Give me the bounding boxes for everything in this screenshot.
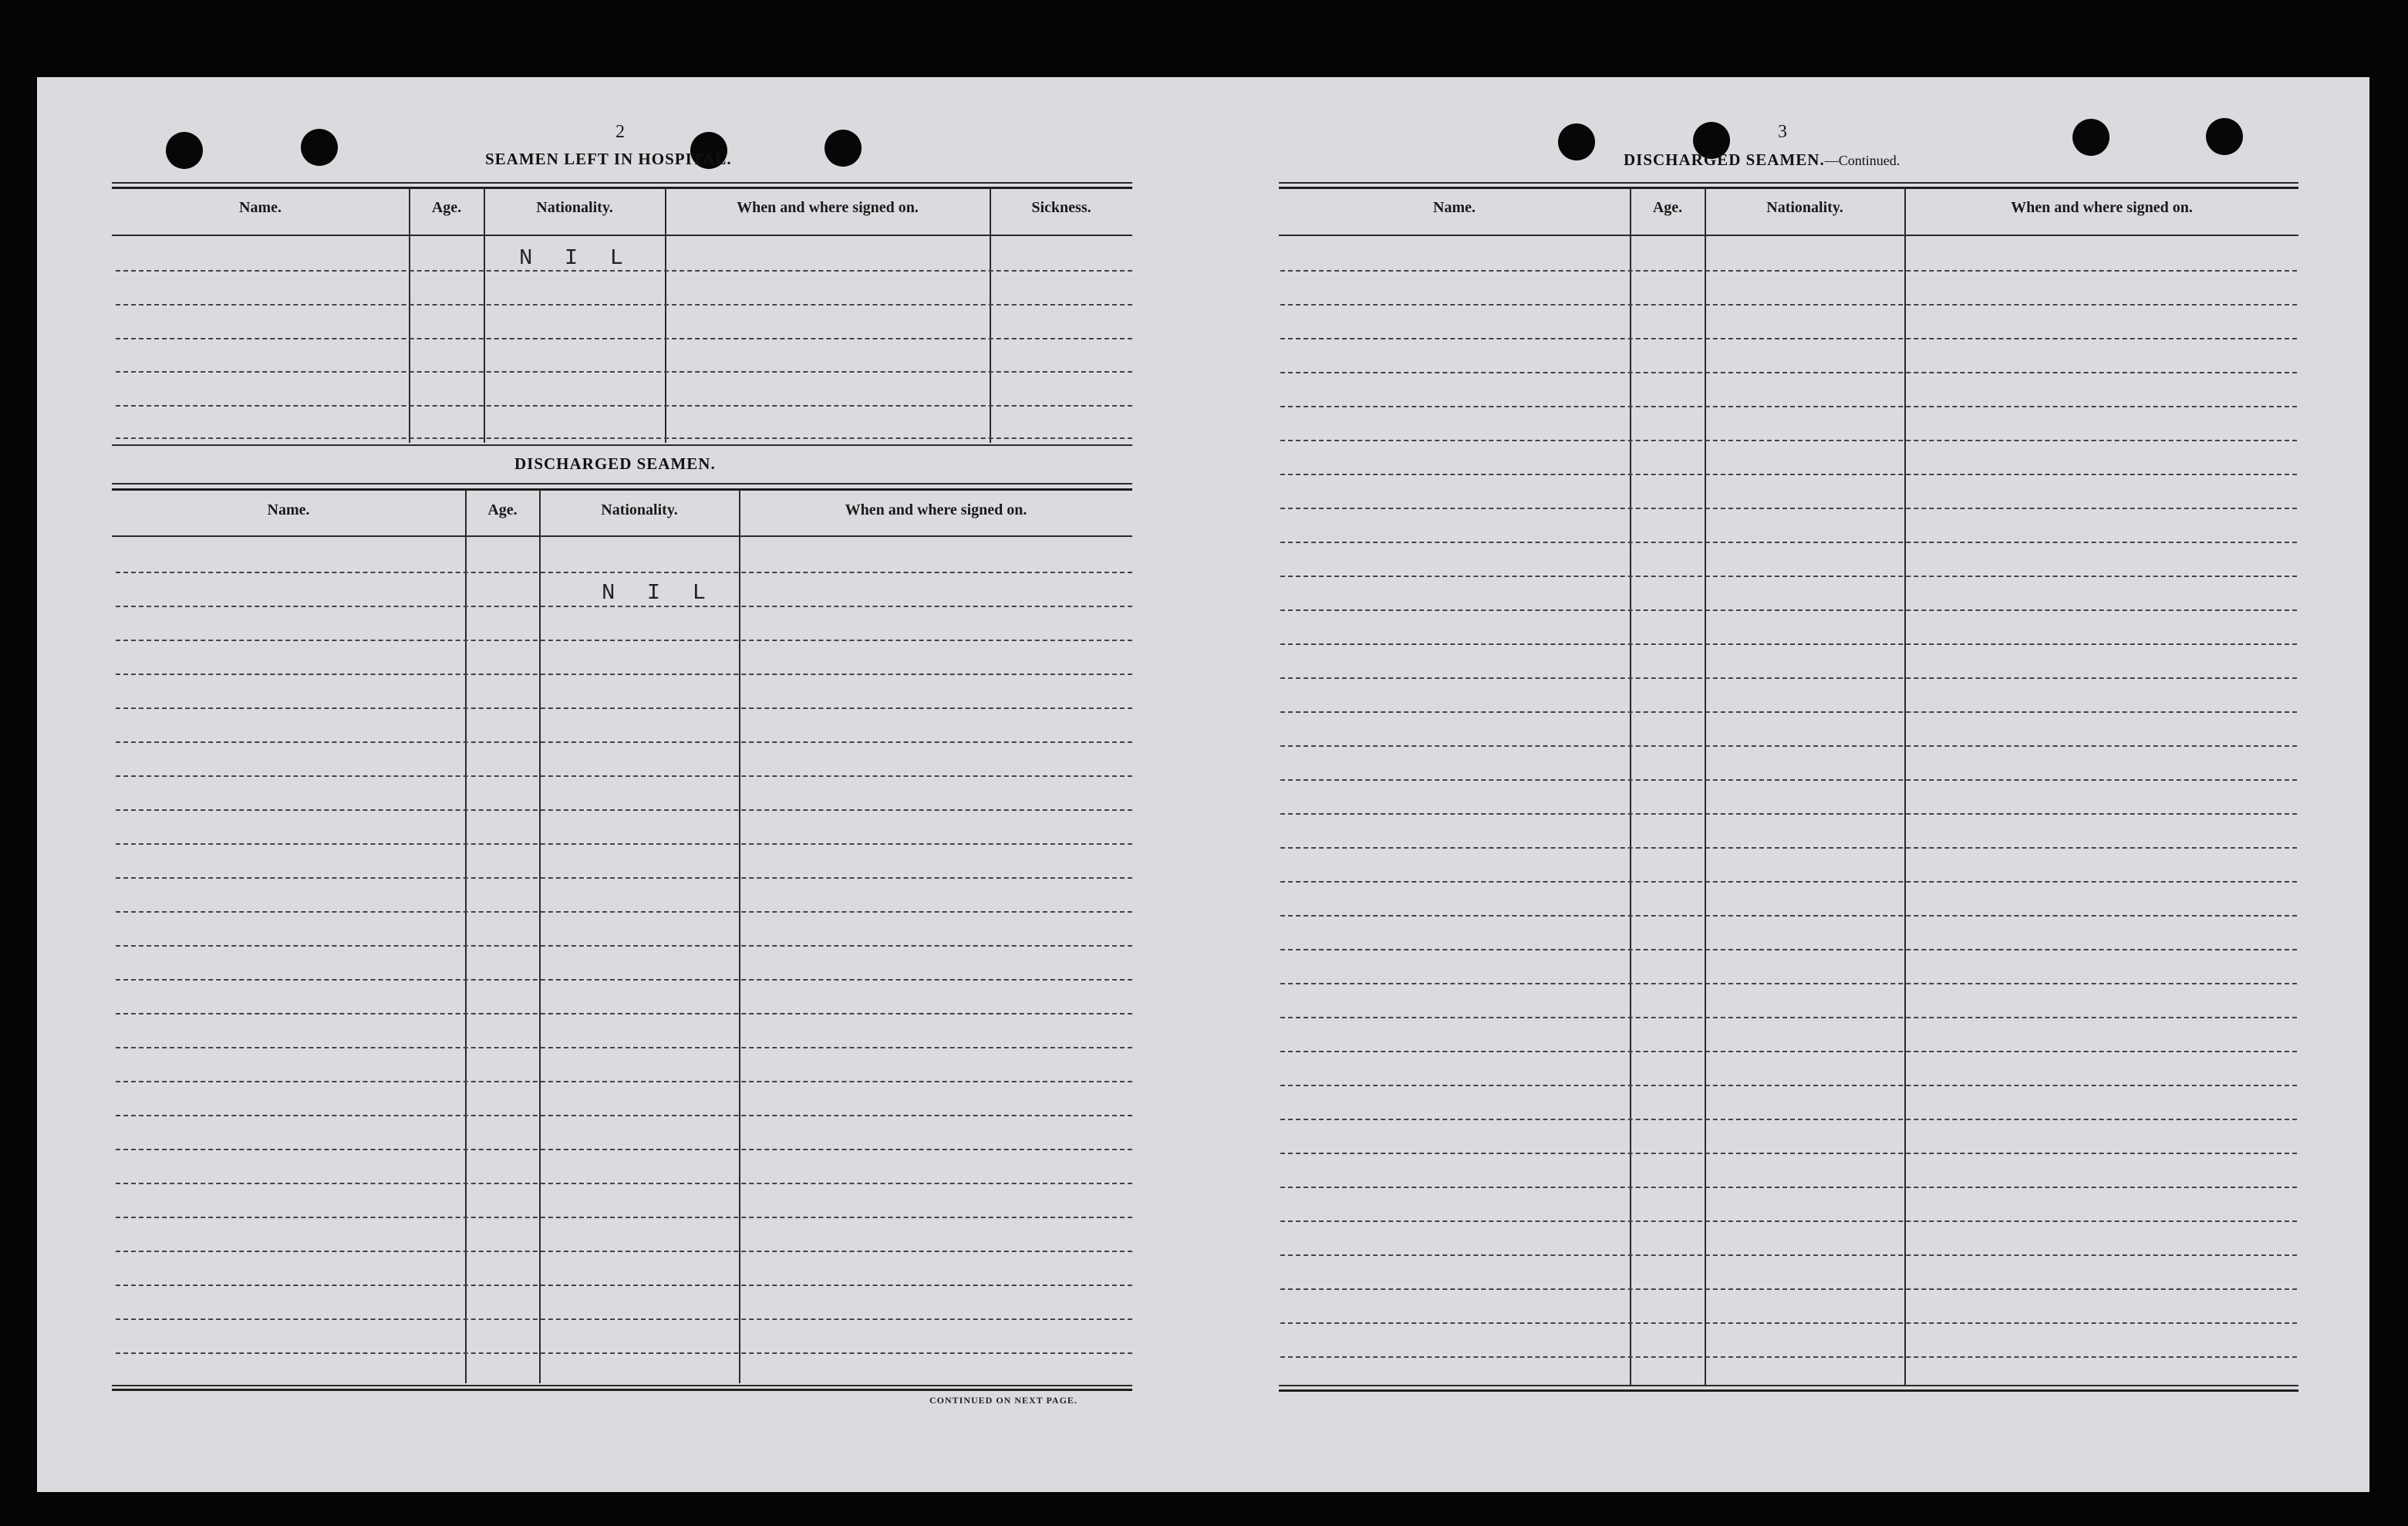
table-row bbox=[116, 979, 1132, 981]
column-header-name: Name. bbox=[1433, 199, 1475, 216]
table-row bbox=[1280, 1254, 2297, 1256]
column-header-sickness: Sickness. bbox=[1031, 199, 1091, 216]
table-row bbox=[1280, 1187, 2297, 1188]
column-header-nationality: Nationality. bbox=[601, 501, 678, 518]
table-row bbox=[116, 304, 1132, 306]
page-number: 3 bbox=[1778, 122, 1787, 142]
ledger-sheet bbox=[37, 77, 2369, 1492]
table-row bbox=[116, 437, 1132, 439]
table-row bbox=[1280, 779, 2297, 781]
table-row bbox=[116, 405, 1132, 407]
table-row bbox=[116, 1149, 1132, 1150]
table-row bbox=[116, 338, 1132, 339]
column-header-signed-on: When and where signed on. bbox=[737, 199, 919, 216]
table-row bbox=[1280, 847, 2297, 849]
table-row bbox=[116, 1115, 1132, 1116]
table-row bbox=[1280, 576, 2297, 577]
table-row bbox=[1280, 609, 2297, 611]
section-title-discharged-continued bbox=[1624, 150, 1900, 170]
punch-hole-icon bbox=[1558, 123, 1595, 160]
table-row bbox=[1280, 1153, 2297, 1154]
table-row bbox=[1280, 1119, 2297, 1120]
column-header-age: Age. bbox=[431, 199, 462, 216]
section-suffix: —Continued. bbox=[1824, 153, 1900, 168]
table-row bbox=[116, 606, 1132, 607]
column-header-name: Name. bbox=[267, 501, 310, 518]
table-row bbox=[1280, 881, 2297, 883]
table-row bbox=[1280, 1051, 2297, 1052]
table-row bbox=[116, 1352, 1132, 1354]
column-header-nationality: Nationality. bbox=[1766, 199, 1843, 216]
table-row bbox=[116, 1285, 1132, 1286]
table-row bbox=[116, 1217, 1132, 1218]
typed-entry-nil: N I L bbox=[519, 245, 633, 271]
table-row bbox=[1280, 542, 2297, 543]
table-row bbox=[1280, 745, 2297, 747]
table-row bbox=[1280, 677, 2297, 679]
table-row bbox=[116, 674, 1132, 675]
table-row bbox=[1280, 508, 2297, 509]
table-row bbox=[1280, 1220, 2297, 1222]
table-row bbox=[116, 911, 1132, 913]
section-title: DISCHARGED SEAMEN. bbox=[1624, 150, 1825, 169]
table-row bbox=[116, 843, 1132, 845]
page-number: 2 bbox=[615, 122, 625, 142]
table-row bbox=[1280, 711, 2297, 713]
column-header-age: Age. bbox=[487, 501, 518, 518]
punch-hole-icon bbox=[301, 129, 338, 166]
table-row bbox=[1280, 304, 2297, 306]
table-row bbox=[1280, 1085, 2297, 1086]
table-row bbox=[116, 1081, 1132, 1082]
table-row bbox=[116, 640, 1132, 641]
table-row bbox=[116, 1183, 1132, 1184]
punch-hole-icon bbox=[166, 132, 203, 169]
column-header-age: Age. bbox=[1652, 199, 1683, 216]
column-header-nationality: Nationality. bbox=[536, 199, 613, 216]
table-row bbox=[116, 945, 1132, 947]
table-row bbox=[1280, 643, 2297, 645]
table-row bbox=[1280, 440, 2297, 441]
section-title-discharged: DISCHARGED SEAMEN. bbox=[514, 454, 716, 473]
punch-hole-icon bbox=[2072, 119, 2110, 156]
table-row bbox=[1280, 270, 2297, 272]
table-row bbox=[1280, 338, 2297, 339]
table-row bbox=[1280, 1017, 2297, 1018]
table-row bbox=[1280, 406, 2297, 407]
table-row bbox=[116, 707, 1132, 709]
table-row bbox=[116, 1251, 1132, 1252]
table-row bbox=[1280, 372, 2297, 373]
column-header-signed-on: When and where signed on. bbox=[2011, 199, 2193, 216]
table-row bbox=[1280, 949, 2297, 950]
table-row bbox=[1280, 1356, 2297, 1358]
table-row bbox=[116, 877, 1132, 879]
table-row bbox=[1280, 813, 2297, 815]
typed-entry-nil: N I L bbox=[602, 580, 716, 606]
table-row bbox=[1280, 474, 2297, 475]
table-row bbox=[116, 1047, 1132, 1048]
table-row bbox=[1280, 1322, 2297, 1324]
table-row bbox=[116, 1013, 1132, 1015]
punch-hole-icon bbox=[825, 130, 862, 167]
table-row bbox=[116, 572, 1132, 573]
table-row bbox=[116, 809, 1132, 811]
table-row bbox=[116, 775, 1132, 777]
table-row bbox=[116, 1318, 1132, 1320]
section-title-hospital: SEAMEN LEFT IN HOSPITAL. bbox=[485, 150, 732, 168]
table-row bbox=[116, 371, 1132, 373]
continued-note: CONTINUED ON NEXT PAGE. bbox=[929, 1395, 1078, 1406]
punch-hole-icon bbox=[2206, 118, 2243, 155]
table-row bbox=[116, 741, 1132, 743]
table-row bbox=[1280, 983, 2297, 984]
table-row bbox=[1280, 1288, 2297, 1290]
column-header-signed-on: When and where signed on. bbox=[845, 501, 1027, 518]
column-header-name: Name. bbox=[239, 199, 282, 216]
table-row bbox=[1280, 915, 2297, 917]
